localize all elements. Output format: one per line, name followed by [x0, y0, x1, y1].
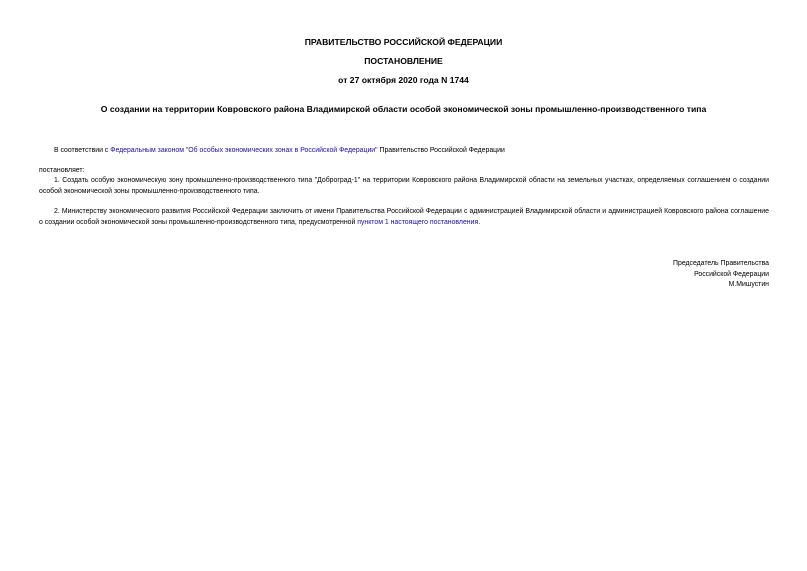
item-1-reference-link[interactable]: пунктом 1 настоящего постановления	[357, 218, 479, 226]
document-type: ПОСТАНОВЛЕНИЕ	[364, 56, 443, 66]
preamble	[54, 146, 505, 156]
issuing-authority: ПРАВИТЕЛЬСТВО РОССИЙСКОЙ ФЕДЕРАЦИИ	[304, 37, 503, 47]
item-2-prefix: 2. Министерству экономического развития Российской Федерации заключить от имени Правительства Российской Федерации с администрацией Владимирской области и администрацией Ковровского района соглашение о создании особой экономической зоны промышленно-производственного типа, предусмотренной	[39, 208, 769, 226]
item-1-text: 1. Создать особую экономическую зону промышленно-производственного типа "Доброград-1" на территории Ковровского района Владимирской области на земельных участках, определяемых соглашением о создании особой экономической зоны промышленно-производственного типа.	[39, 177, 769, 195]
document-title: О создании на территории Ковровского района Владимирской области особой экономической зоны промышленно-производственного типа	[100, 104, 707, 114]
resolves-line: постановляет:	[39, 167, 85, 174]
signature-organization: Российской Федерации	[694, 270, 769, 278]
preamble-suffix: Правительство Российской Федерации	[377, 147, 505, 154]
preamble-prefix: В соответствии с	[54, 147, 111, 154]
signature-position: Председатель Правительства	[673, 260, 769, 267]
federal-law-link[interactable]: Федеральным законом "Об особых экономических зонах в Российской Федерации"	[110, 147, 378, 154]
item-2-suffix: .	[478, 218, 481, 226]
document-date-number: от 27 октября 2020 года N 1744	[338, 75, 469, 85]
item-2-paragraph	[39, 207, 769, 228]
item-1-paragraph	[39, 176, 769, 197]
signature-block	[673, 259, 769, 291]
signatory-name: М.Мишустин	[728, 281, 769, 288]
item-2-text	[39, 207, 769, 228]
